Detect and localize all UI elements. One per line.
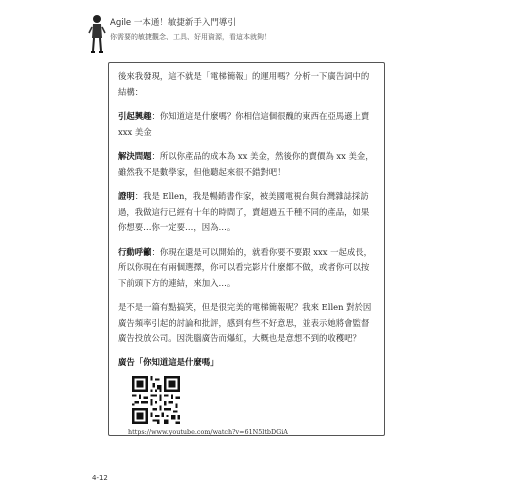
proof-label: 證明	[118, 191, 135, 201]
attention-label: 引起興趣	[118, 111, 152, 121]
qr-code-icon	[132, 376, 180, 424]
content-box	[108, 62, 385, 436]
solution-label: 解決問題	[118, 151, 152, 161]
closing-paragraph: 是不是一篇有點搞笑，但是很完美的電梯簡報呢？我來 Ellen 對於因廣告頻率引起的討論和批評，感到有些不好意思，並表示她將會監督廣告投放公司。因洗腦廣告而爆紅，大概也是意想不到的收穫吧？	[118, 302, 372, 343]
cta-text: ：你現在還是可以開始的，就看你要不要跟 xxx 一起成長，所以你現在有兩個選擇，你可以看完影片什麼都不做，或者你可以按下前頭下方的連結，來加入…。	[118, 246, 372, 288]
page-header	[88, 14, 388, 54]
solution-paragraph	[118, 149, 376, 180]
proof-text: ：我是 Ellen，我是暢銷書作家，被美國電視台與台灣雜誌採訪過，我做這行已經有十年的時間了，賣超過五千種不同的產品，如果你想要…你一定要…，因為…。	[118, 191, 370, 232]
page-number: 4-12	[92, 474, 108, 482]
video-url: https://www.youtube.com/watch?v=61N5ltbDGiA	[128, 427, 288, 436]
series-subtitle: 你需要的敏捷觀念、工具、好用資源，看這本就夠！	[110, 33, 271, 41]
attention-text: ：你知道這是什麼嗎？你相信這個很醜的東西在亞馬遜上賣 xxx 美金	[118, 111, 370, 137]
proof-paragraph	[118, 189, 376, 236]
cta-paragraph	[118, 245, 376, 292]
attention-paragraph	[118, 109, 376, 140]
ad-title: 廣告「你知道這是什麼嗎」	[118, 356, 219, 367]
series-title: Agile 一本通！敏捷新手入門導引	[110, 18, 236, 28]
mascot-figure-icon	[88, 14, 106, 54]
solution-text: ：所以你產品的成本為 xx 美金，然後你的賣價為 xx 美金，雖然我不是數學家，但他聽起來很不錯對吧！	[118, 151, 374, 177]
cta-label: 行動呼籲	[118, 246, 152, 257]
intro-paragraph: 後來我發現，這不就是「電梯簡報」的運用嗎？分析一下廣告詞中的結構：	[118, 71, 370, 97]
